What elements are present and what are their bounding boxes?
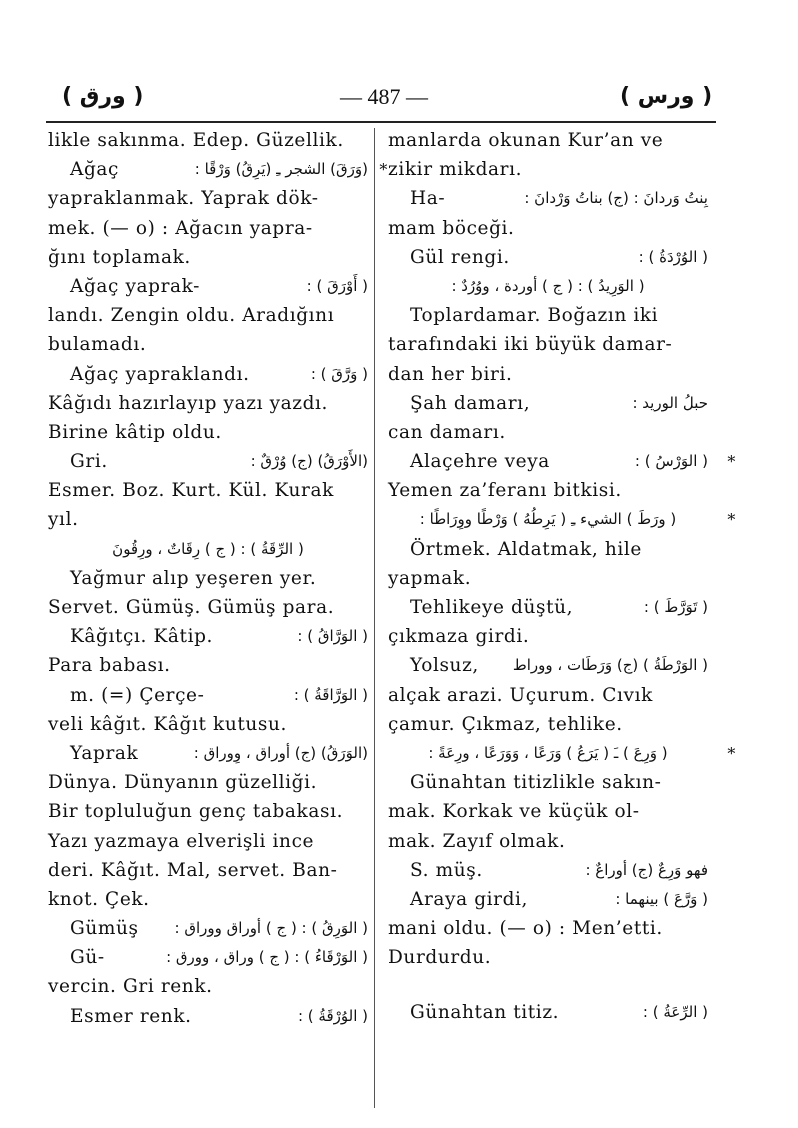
entry-text: Birine kâtip oldu.	[48, 421, 222, 443]
entry-line	[48, 797, 368, 826]
arabic-headword: ( الوُرْدَةُ ) :	[638, 247, 708, 266]
entry-line	[48, 564, 368, 593]
entry-text: Yemen za’feranı bitkisi.	[388, 480, 622, 502]
entry-text: Şah damarı,	[410, 392, 531, 414]
entry-text: Esmer renk.	[70, 1005, 192, 1027]
entry-text: dan her biri.	[388, 363, 513, 385]
arabic-headword: ( ورَطَ ) الشيء ـِ ( يَرِطُهُ ) وَرْطًا ووِرَاطًا :	[419, 510, 677, 529]
entry-line	[48, 943, 368, 972]
arabic-headword: بِنتُ وَردانَ : (ج) بناتُ وَرْدانَ :	[524, 189, 708, 208]
entry-text: Kâğıdı hazırlayıp yazı yazdı.	[48, 392, 329, 414]
entry-line	[388, 998, 708, 1027]
entry-text: Para babası.	[48, 655, 171, 677]
entry-line	[388, 622, 708, 651]
entry-text: Toplardamar. Boğazın iki	[410, 305, 659, 327]
entry-line	[388, 126, 708, 155]
entry-text: yapraklanmak. Yaprak dök-	[48, 188, 319, 210]
entry-text: çıkmaza girdi.	[388, 626, 530, 648]
entry-line	[388, 797, 708, 826]
entry-line	[48, 301, 368, 330]
entry-line	[48, 1002, 368, 1031]
entry-line	[48, 827, 368, 856]
entry-text: Gü-	[70, 947, 105, 969]
entry-text: Yazı yazmaya elverişli ince	[48, 830, 315, 852]
header-right-word: ( ورس )	[620, 84, 713, 109]
arabic-headword: ( الوَرَّاقُ ) :	[297, 627, 368, 646]
entry-line	[388, 243, 708, 272]
root-star-icon: *	[727, 510, 736, 530]
arabic-headword: ( وَرِعَ ) ـَ ( يَرَعُ ) وَرَعًا ، وَوَرَعًا ، ورِعَةً :	[428, 743, 668, 762]
entry-line	[388, 885, 708, 914]
arabic-headword: ( الرِّقَةُ ) : ( ج ) رِقَاتٌ ، ورِقُونَ	[112, 539, 304, 558]
entry-line	[48, 914, 368, 943]
entry-text: Günahtan titiz.	[410, 1002, 560, 1024]
arabic-headword: فهو وَرِعٌ (ج) أوراعٌ :	[585, 860, 708, 879]
arabic-headword: ( وَرَّعَ ) بينهما :	[615, 889, 708, 908]
entry-text: Servet. Gümüş. Gümüş para.	[48, 597, 335, 618]
entry-line	[48, 214, 368, 243]
arabic-headword: ( الرِّعَةُ ) :	[642, 1003, 708, 1022]
entry-text: mak. Zayıf olmak.	[388, 830, 566, 852]
entry-text: ğını toplamak.	[48, 246, 191, 268]
entry-text: mak. Korkak ve küçük ol-	[388, 801, 640, 823]
entry-line	[48, 126, 368, 155]
entry-line	[388, 914, 708, 943]
page-header	[40, 84, 720, 120]
entry-text: bulamadı.	[48, 334, 147, 356]
entry-line	[388, 505, 736, 534]
entry-text: mek. (— o) : Ağacın yapra-	[48, 217, 313, 239]
entry-line	[388, 564, 708, 593]
entry-line	[48, 418, 368, 447]
entry-line	[48, 272, 368, 301]
entry-line	[48, 447, 368, 476]
entry-line	[388, 330, 708, 359]
entry-line	[48, 184, 368, 213]
arabic-headword: (الأَوْرَقُ) (ج) وُرْقٌ :	[250, 452, 368, 471]
entry-line	[388, 681, 708, 710]
header-rule	[46, 121, 716, 123]
arabic-headword: ( الوَرْقَاءُ ) : ( ج ) وراق ، وورق :	[166, 948, 368, 967]
entry-text: tarafındaki iki büyük damar-	[388, 334, 673, 356]
root-star-icon: *	[379, 160, 388, 180]
arabic-headword: ( الوُرْقَةُ ) :	[297, 1006, 368, 1025]
entry-text: Ağaç	[70, 159, 119, 181]
entry-text: Esmer. Boz. Kurt. Kül. Kurak	[48, 480, 334, 502]
entry-text: Bir topluluğun genç tabakası.	[48, 801, 344, 823]
entry-text: Tehlikeye düştü,	[410, 597, 574, 618]
arabic-headword: ( أَوْرَقَ ) :	[306, 276, 368, 295]
entry-text: can damarı.	[388, 421, 506, 443]
entry-line	[388, 301, 708, 330]
entry-text: landı. Zengin oldu. Aradığını	[48, 305, 335, 327]
entry-text: Araya girdi,	[410, 888, 529, 910]
entry-text: Durdurdu.	[388, 947, 492, 969]
entry-line	[388, 651, 708, 680]
entry-text: S. müş.	[410, 859, 483, 881]
entry-line	[388, 593, 708, 622]
entry-line	[388, 214, 708, 243]
entry-text: mam böceği.	[388, 217, 515, 239]
entry-text: Dünya. Dünyanın güzelliği.	[48, 772, 318, 794]
entry-line	[388, 389, 708, 418]
entry-line	[388, 272, 708, 301]
entry-text: yıl.	[48, 509, 79, 531]
arabic-headword: ( الوَرْطَةُ ) (ج) وَرَطَات ، ووراط	[512, 656, 708, 675]
entry-line	[48, 155, 388, 184]
arabic-headword: ( الوَرْسُ ) :	[634, 452, 708, 471]
arabic-headword: حبلُ الوريد :	[632, 393, 708, 412]
entry-text: Yaprak	[70, 742, 139, 764]
entry-line	[48, 651, 368, 680]
entry-line	[388, 943, 708, 972]
header-left-word: ( ورق )	[62, 84, 144, 109]
arabic-headword: (وَرَقَ) الشجر ـِ (يَرِقُ) وَرْقًا :	[194, 160, 368, 179]
entry-text: knot. Çek.	[48, 888, 150, 910]
arabic-headword: ( الوَرِيدُ ) : ( ج ) أوردة ، ووُرُدٌ :	[451, 276, 645, 295]
entry-line	[388, 418, 708, 447]
entry-line	[388, 360, 708, 389]
right-column	[388, 126, 736, 1028]
arabic-headword: ( تَوَرَّطَ ) :	[643, 598, 708, 616]
entry-line	[388, 827, 708, 856]
root-star-icon: *	[727, 452, 736, 472]
entry-text: Alaçehre veya	[410, 451, 550, 473]
entry-text: Kâğıtçı. Kâtip.	[70, 626, 214, 648]
entry-text: Gri.	[70, 451, 108, 473]
column-divider	[374, 128, 375, 1108]
root-star-icon: *	[727, 743, 736, 763]
entry-line	[48, 622, 368, 651]
entry-text: mani oldu. (— o) : Men’etti.	[388, 918, 663, 940]
entry-line	[388, 155, 708, 184]
entry-text: Örtmek. Aldatmak, hile	[410, 538, 642, 560]
entry-text: Ağaç yaprak-	[70, 275, 201, 297]
entry-line	[48, 505, 368, 534]
arabic-headword: ( الوَرَّاقَةُ ) :	[293, 685, 368, 704]
entry-text: Gümüş	[70, 918, 139, 940]
entry-text: çamur. Çıkmaz, tehlike.	[388, 713, 623, 735]
entry-text: zikir mikdarı.	[388, 159, 523, 181]
entry-text: likle sakınma. Edep. Güzellik.	[48, 130, 344, 151]
entry-text: Yağmur alıp yeşeren yer.	[70, 567, 317, 589]
entry-text: Günahtan titizlikle sakın-	[410, 772, 662, 794]
entry-line	[48, 885, 368, 914]
entry-line	[48, 243, 368, 272]
entry-line	[388, 768, 708, 797]
entry-text: vercin. Gri renk.	[48, 976, 213, 998]
entry-text: manlarda okunan Kur’an ve	[388, 130, 664, 151]
arabic-headword: ( وَرَّقَ ) :	[310, 364, 368, 383]
arabic-headword: ( الوَرِقُ ) : ( ج ) أوراق ووراق :	[174, 919, 368, 938]
entry-text: Ağaç yapraklandı.	[70, 363, 250, 385]
entry-text: Ha-	[410, 188, 446, 210]
entry-line	[48, 972, 368, 1001]
left-column	[48, 126, 388, 1031]
entry-line	[48, 360, 368, 389]
entry-line	[48, 739, 368, 768]
entry-line	[388, 739, 736, 768]
entry-line	[48, 681, 368, 710]
entry-line	[48, 593, 368, 622]
entry-text: yapmak.	[388, 567, 472, 589]
entry-line	[48, 389, 368, 418]
entry-line	[388, 856, 708, 885]
entry-text: m. (=) Çerçe-	[70, 684, 205, 706]
entry-text: alçak arazi. Uçurum. Cıvık	[388, 684, 653, 706]
entry-line	[48, 710, 368, 739]
entry-text: deri. Kâğıt. Mal, servet. Ban-	[48, 859, 338, 881]
entry-line	[48, 476, 368, 505]
entry-line	[48, 768, 368, 797]
entry-line	[388, 184, 708, 213]
entry-line	[388, 476, 708, 505]
entry-line	[388, 447, 736, 476]
entry-line	[388, 535, 708, 564]
arabic-headword: (الوَرَقُ) (ج) أوراق ، وِوراق :	[193, 743, 368, 762]
entry-line	[48, 330, 368, 359]
entry-line	[388, 710, 708, 739]
page-number: — 487 —	[340, 84, 428, 109]
entry-text: Yolsuz,	[410, 655, 479, 677]
entry-text: veli kâğıt. Kâğıt kutusu.	[48, 713, 287, 735]
entry-line	[48, 856, 368, 885]
entry-text: Gül rengi.	[410, 246, 510, 268]
entry-line	[48, 535, 368, 564]
